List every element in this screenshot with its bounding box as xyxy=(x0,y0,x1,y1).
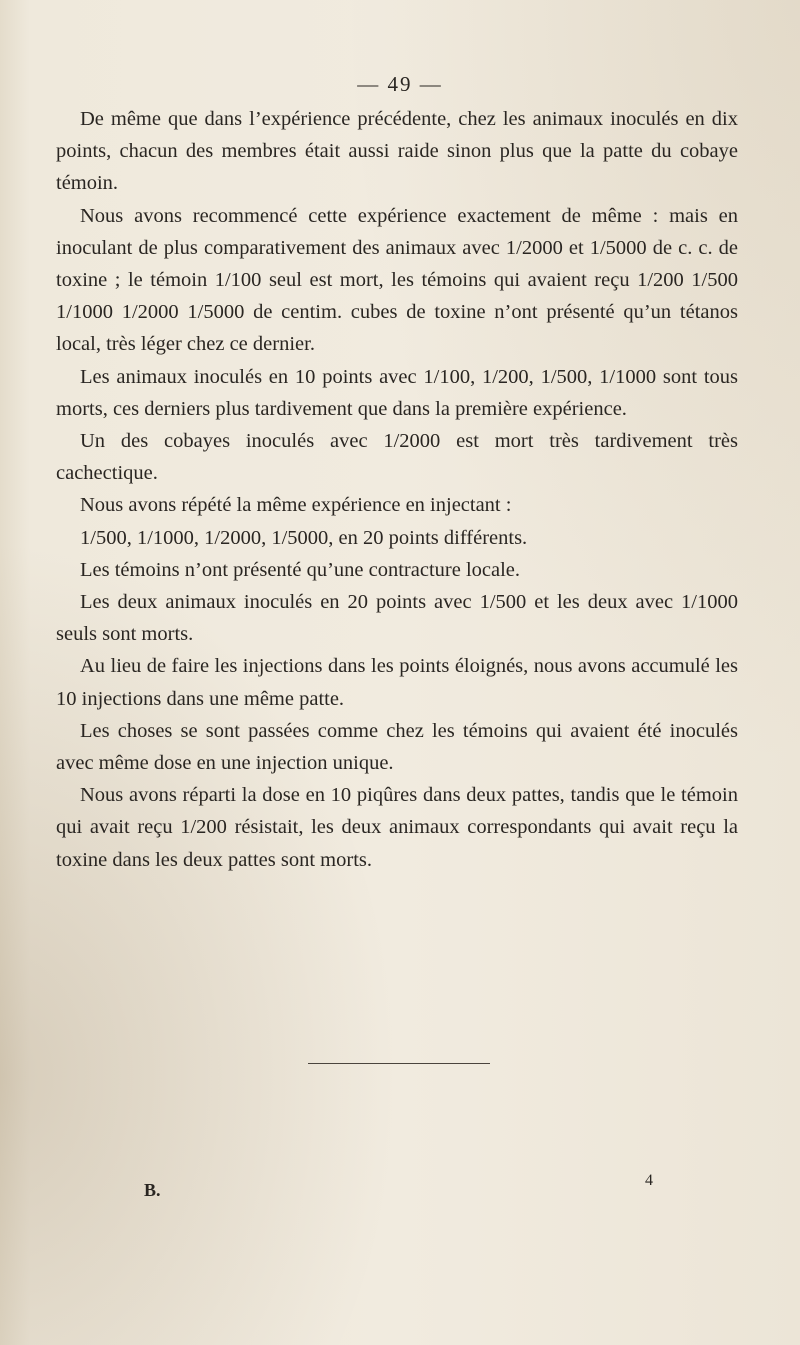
page-number: — 49 — xyxy=(357,72,443,96)
paragraph-11: Nous avons réparti la dose en 10 piqûres dans deux pattes, tandis que le témoin qui avait reçu 1/200 résistait, les deux animaux correspondants qui avait reçu la toxine dans les deux pattes sont morts. xyxy=(56,784,738,871)
paragraph-5: Nous avons répété la même expérience en injectant : xyxy=(80,494,512,517)
paragraph-6: 1/500, 1/1000, 1/2000, 1/5000, en 20 points différents. xyxy=(80,526,528,549)
signature-number: 4 xyxy=(645,1172,653,1189)
paragraph-7: Les témoins n’ont présenté qu’une contracture locale. xyxy=(80,558,521,581)
paragraph-1: De même que dans l’expérience précédente, chez les animaux inoculés en dix points, chacun des membres était aussi raide sinon plus que la patte du cobaye témoin. xyxy=(56,108,738,195)
paragraph-3: Les animaux inoculés en 10 points avec 1/100, 1/200, 1/500, 1/1000 sont tous morts, ces derniers plus tardivement que dans la première expérience. xyxy=(56,365,738,420)
paragraph-4: Un des cobayes inoculés avec 1/2000 est mort très tardivement très cachectique. xyxy=(56,430,738,485)
paragraph-8: Les deux animaux inoculés en 20 points avec 1/500 et les deux avec 1/1000 seuls sont morts. xyxy=(56,591,738,646)
body-text xyxy=(56,103,738,876)
section-divider xyxy=(308,1063,490,1064)
paragraph-10: Les choses se sont passées comme chez les témoins qui avaient été inoculés avec même dose en une injection unique. xyxy=(56,719,738,775)
paragraph-2: Nous avons recommencé cette expérience exactement de même : mais en inoculant de plus comparativement des animaux avec 1/2000 et 1/5000 de c. c. de toxine ; le témoin 1/100 seul est mort, les témoins qui avaient reçu 1/200 1/500 1/1000 1/2000 1/5000 de centim. cubes de toxine n’ont présenté qu’un tétanos local, très léger chez ce dernier. xyxy=(56,204,738,356)
signature-letter: B. xyxy=(144,1180,161,1200)
paragraph-9: Au lieu de faire les injections dans les points éloignés, nous avons accumulé les 10 injections dans une même patte. xyxy=(56,655,738,710)
